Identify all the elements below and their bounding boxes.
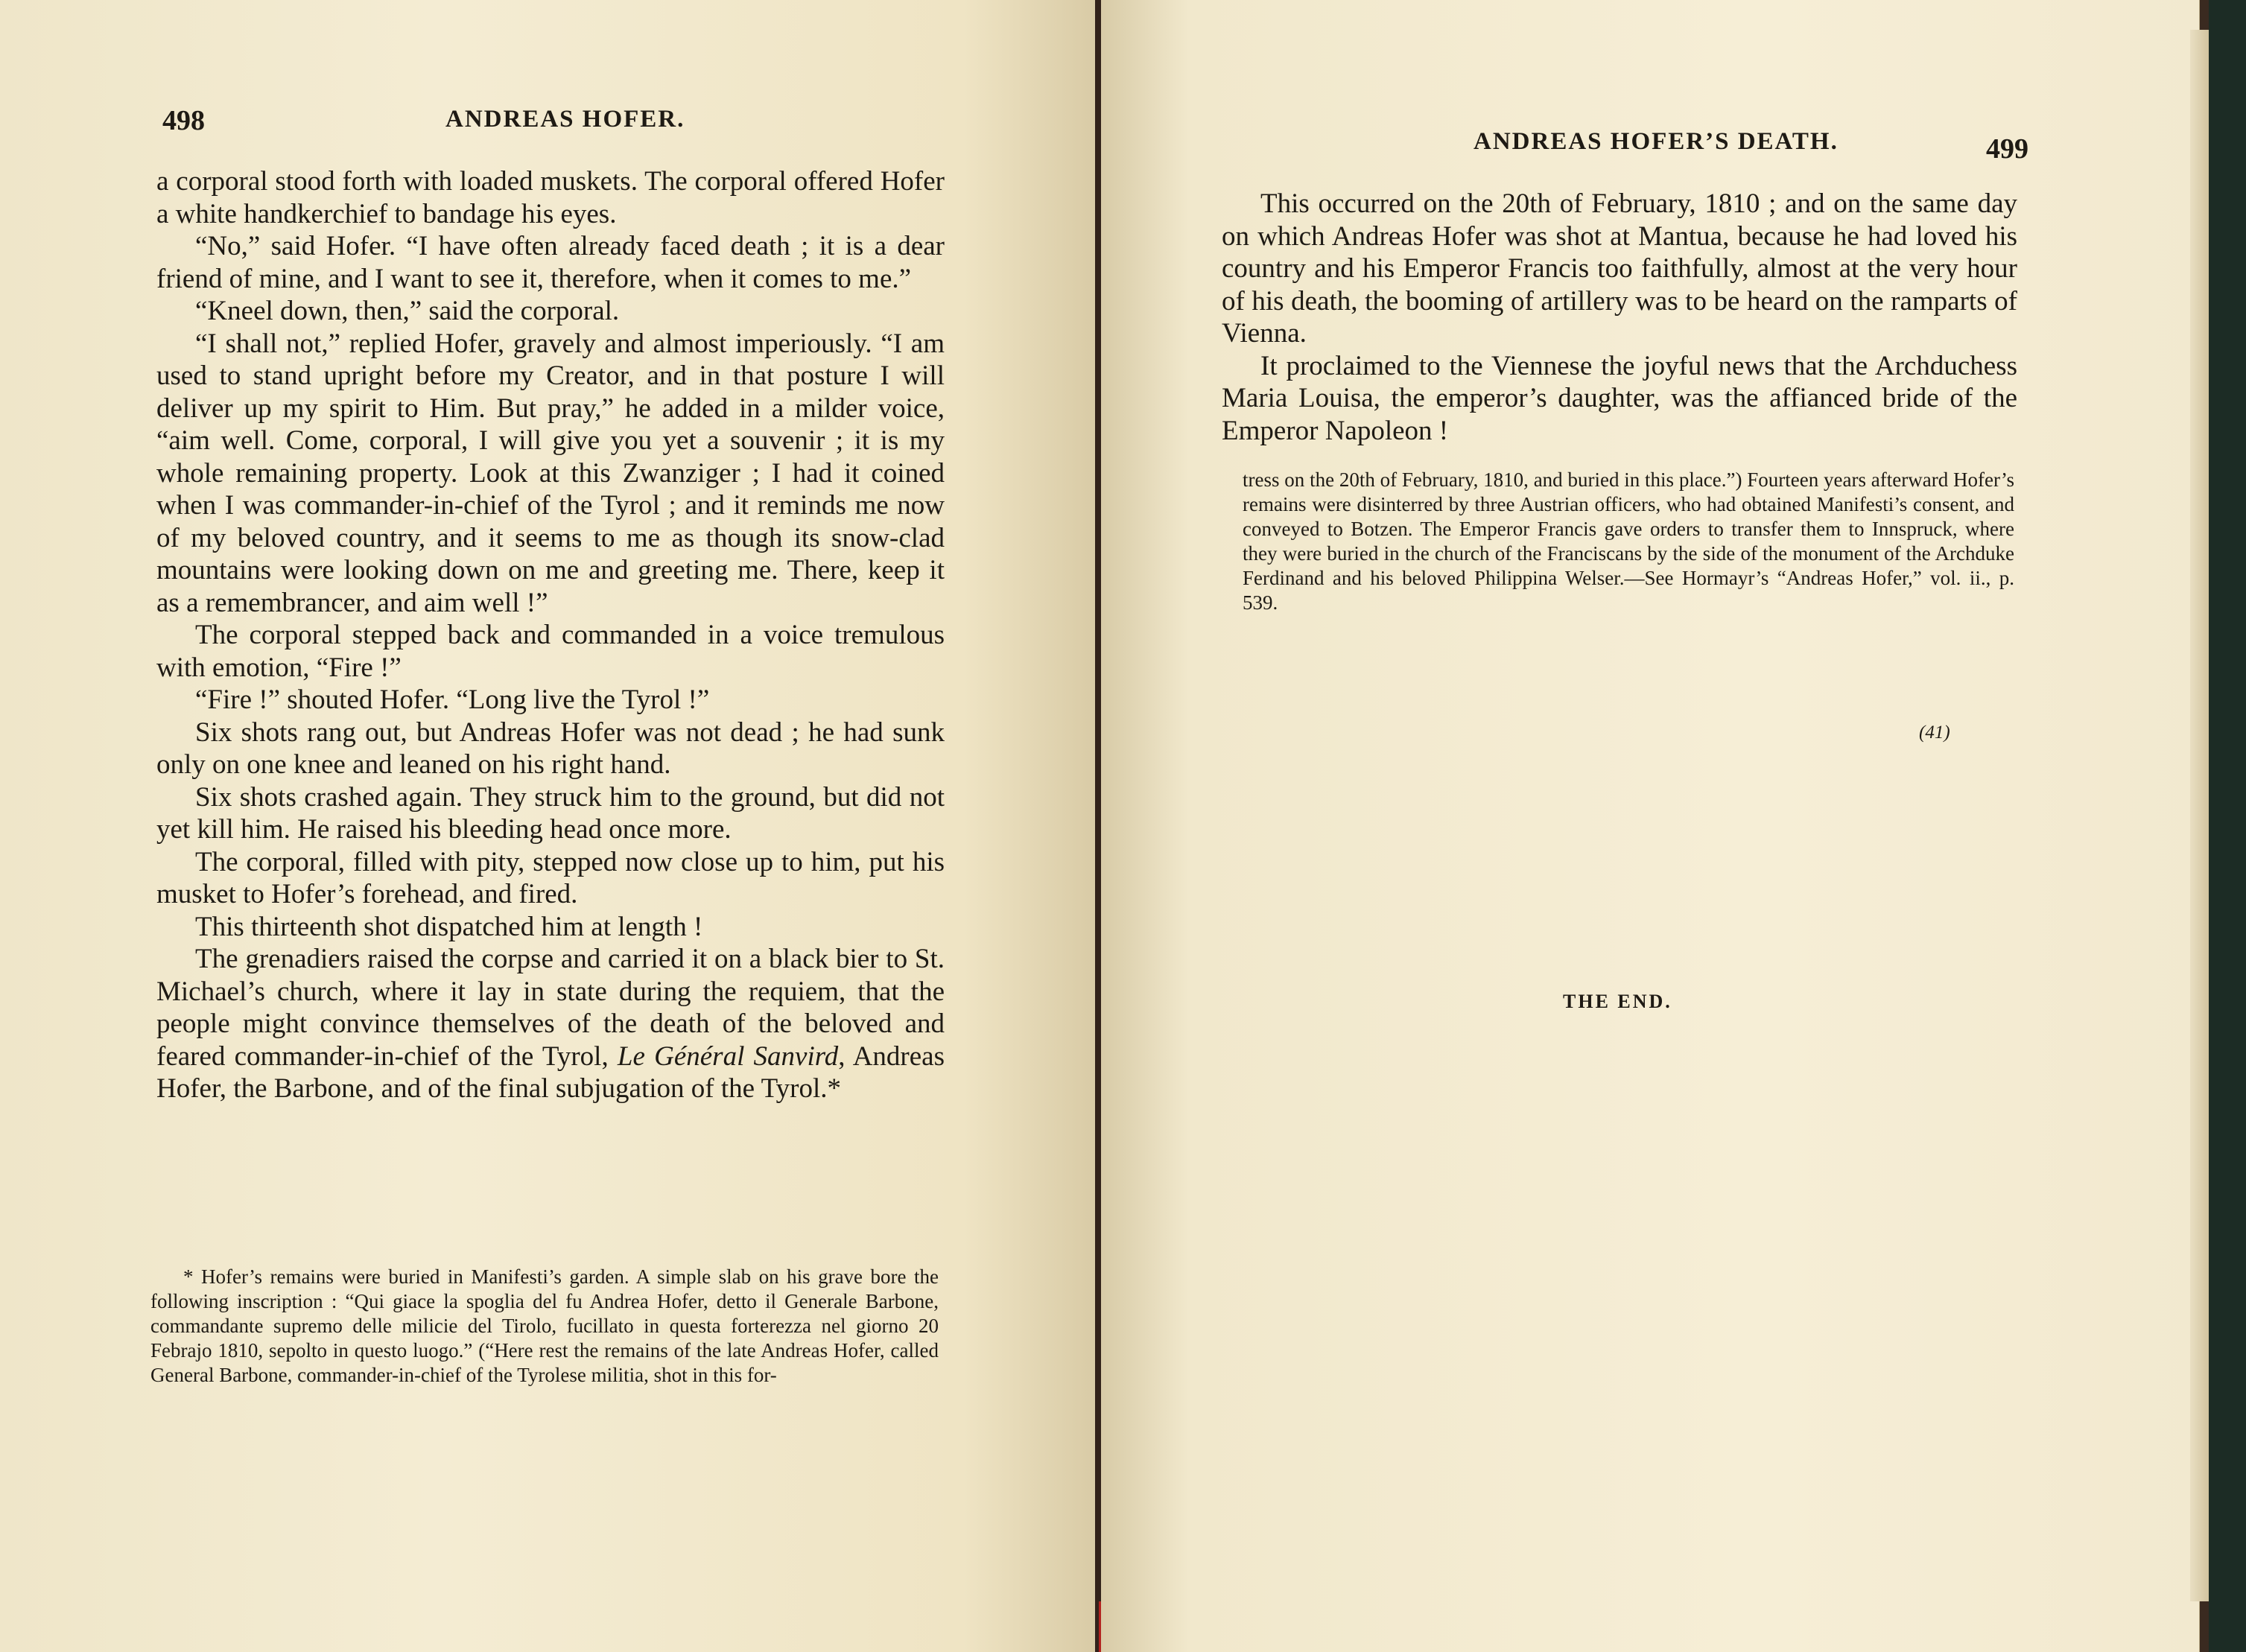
page-edges	[2190, 30, 2211, 1601]
signature-mark: (41)	[1919, 722, 1950, 743]
paragraph: “I shall not,” replied Hofer, gravely and almost imperiously. “I am used to stand upright before my Creator, and in that posture I will deliver up my spirit to Him. But pray,” he added in a milder voice, “aim well. Come, corporal, I will give you yet a souvenir ; it is my whole remaining property. Look at this Zwanziger ; I had it coined when I was commander-in-chief of the Tyrol ; and it reminds me now of my beloved country, and it seems to me as though its snow-clad mountains were looking down on me and greeting me. There, keep it as a remembrancer, and aim well !”	[156, 328, 945, 618]
right-page	[1101, 0, 2200, 1652]
left-page-number: 498	[162, 105, 205, 136]
cover-board	[2209, 0, 2246, 1652]
paragraph: The corporal stepped back and commanded in a voice tremulous with emotion, “Fire !”	[156, 620, 945, 683]
right-body-text	[1222, 188, 2017, 447]
text-run: , Andreas Hofer, the Barbone, and of the final subjugation of the Tyrol.*	[156, 1041, 945, 1104]
left-body-text	[156, 165, 945, 1105]
footnote-text: * Hofer’s remains were buried in Manifesti’s garden. A simple slab on his grave bore the following inscription : “Qui giace la spoglia del fu Andrea Hofer, detto il Generale Barbone, commandante supremo delle milicie del Tirolo, fucillato in questa forterezza nel giorno 20 Febrajo 1810, sepolto in questo luogo.” (“Here rest the remains of the late Andreas Hofer, called General Barbone, commander-in-chief of the Tyrolese militia, shot in this for-	[150, 1265, 939, 1386]
paragraph-last	[156, 943, 945, 1105]
paragraph: a corporal stood forth with loaded muskets. The corporal offered Hofer a white handkerchief to bandage his eyes.	[156, 166, 945, 229]
paragraph: Six shots rang out, but Andreas Hofer was not dead ; he had sunk only on one knee and leaned on his right hand.	[156, 717, 945, 780]
text-run: The grenadiers raised the corpse and carried it on a black bier to St. Michael’s church, where it lay in state during the requiem, that the people might convince themselves of the death of the beloved and feared commander-in-chief of the Tyrol,	[156, 944, 945, 1072]
footnote-text: tress on the 20th of February, 1810, and buried in this place.”) Fourteen years afterward Hofer’s remains were disinterred by three Austrian officers, who had obtained Manifesti’s consent, and conveyed to Botzen. The Emperor Francis gave orders to transfer them to Innspruck, where they were buried in the church of the Franciscans by the side of the monument of the Archduke Ferdinand and his beloved Philippina Welser.—See Hormayr’s “Andreas Hofer,” vol. ii., p. 539.	[1243, 468, 2014, 614]
left-running-head: ANDREAS HOFER.	[445, 106, 685, 133]
left-page	[0, 0, 1095, 1652]
italic-name: Le Général Sanvird	[617, 1041, 839, 1072]
right-running-head: ANDREAS HOFER’S DEATH.	[1473, 128, 1839, 155]
paragraph: “Fire !” shouted Hofer. “Long live the Tyrol !”	[195, 684, 710, 715]
paragraph: This occurred on the 20th of February, 1810 ; and on the same day on which Andreas Hofer was shot at Mantua, because he had loved his country and his Emperor Francis too faithfully, almost at the very hour of his death, the booming of artillery was to be heard on the ramparts of Vienna.	[1222, 188, 2017, 349]
right-footnote	[1243, 468, 2014, 615]
right-page-number: 499	[1986, 133, 2028, 165]
the-end: THE END.	[1563, 991, 1672, 1012]
paragraph: “No,” said Hofer. “I have often already faced death ; it is a dear friend of mine, and I want to see it, therefore, when it comes to me.”	[156, 231, 945, 294]
paragraph: It proclaimed to the Viennese the joyful news that the Archduchess Maria Louisa, the emperor’s daughter, was the affianced bride of the Emperor Napoleon !	[1222, 350, 2017, 446]
paragraph: “Kneel down, then,” said the corporal.	[195, 296, 620, 326]
left-footnote	[150, 1265, 939, 1388]
paragraph: Six shots crashed again. They struck him to the ground, but did not yet kill him. He raised his bleeding head once more.	[156, 781, 945, 845]
paragraph: This thirteenth shot dispatched him at length !	[195, 911, 703, 942]
paragraph: The corporal, filled with pity, stepped now close up to him, put his musket to Hofer’s forehead, and fired.	[156, 846, 945, 909]
